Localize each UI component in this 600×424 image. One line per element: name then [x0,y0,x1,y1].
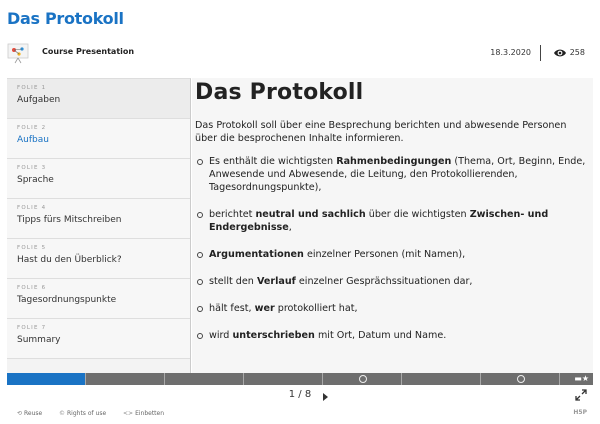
progress-segment[interactable] [559,373,560,385]
progress-segment[interactable] [401,373,402,385]
sidebar-item-sprache[interactable] [7,159,190,199]
bullet-icon [197,306,203,312]
sidebar-item-ueberblick[interactable] [7,239,190,279]
slide-number: FOLIE 6 [17,285,47,291]
footer-bar [7,408,593,422]
bullet-list [195,155,589,342]
progress-fill [7,373,86,385]
date-label: 18.3.2020 [490,48,531,57]
slide-title: Sprache [17,175,54,185]
reuse-button[interactable]: ⟲ Reuse [17,410,43,417]
list-item: Es enthält die wichtigsten Rahmenbedingungen (Thema, Ort, Beginn, Ende, Anwesende und Abwesende, die Leitung, den Protokollierenden, Tagesordnungspunkte), [195,155,589,194]
slide-title: Hast du den Überblick? [17,255,122,265]
slide-title: Summary [17,335,61,345]
list-item: hält fest, wer protokolliert hat, [195,302,589,315]
h5p-logo: H5P [573,409,587,416]
task-marker-icon [517,375,525,383]
progress-bar[interactable] [7,373,593,385]
presentation-icon [7,42,29,64]
slide-content [192,78,593,373]
list-item: berichtet neutral und sachlich über die wichtigsten Zwischen- und Endergebnisse, [195,208,589,234]
bullet-icon [197,159,203,165]
sidebar-item-tipps[interactable] [7,199,190,239]
page-title: Das Protokoll [7,9,124,28]
progress-segment[interactable] [243,373,244,385]
slide-number: FOLIE 3 [17,165,47,171]
course-presentation [7,78,593,406]
summary-star-icon[interactable]: ▬★ [574,374,589,383]
slide-number: FOLIE 4 [17,205,47,211]
slide-number: FOLIE 5 [17,245,47,251]
copyright-icon: © [59,410,65,417]
slide-heading: Das Protokoll [195,80,364,105]
rights-of-use-button[interactable]: © Rights of use [59,410,107,417]
progress-segment[interactable] [85,373,86,385]
list-item: Argumentationen einzelner Personen (mit Namen), [195,248,589,261]
slide-intro: Das Protokoll soll über eine Besprechung berichten und abwesende Personen über die besprochenen Inhalte informieren. [195,120,567,144]
sidebar-item-aufbau[interactable] [7,119,190,159]
bullet-icon [197,212,203,218]
progress-segment[interactable] [322,373,323,385]
task-marker-icon [359,375,367,383]
bullet-icon [197,252,203,258]
embed-button[interactable]: <> Einbetten [123,410,165,417]
code-icon: <> [123,410,134,417]
content-type-label: Course Presentation [42,47,135,56]
eye-icon [553,47,567,59]
divider [540,45,541,61]
slide-counter: 1 / 8 [288,389,312,400]
list-item: stellt den Verlauf einzelner Gesprächssituationen dar, [195,275,589,288]
bullet-icon [197,333,203,339]
navigation-bar [7,385,593,406]
fullscreen-icon[interactable] [575,389,587,401]
sidebar-item-aufgaben[interactable] [7,79,190,119]
content-meta [7,42,593,64]
progress-segment[interactable] [480,373,481,385]
slide-number: FOLIE 1 [17,85,47,91]
list-item: wird unterschrieben mit Ort, Datum und Name. [195,329,589,342]
view-count: 258 [569,48,585,57]
slide-title: Tagesordnungspunkte [17,295,117,305]
progress-segment[interactable] [164,373,165,385]
slide-list [7,78,191,373]
sidebar-item-summary[interactable] [7,319,190,359]
reuse-icon: ⟲ [17,410,23,417]
slide-title: Aufbau [17,135,49,145]
next-slide-button[interactable] [323,393,328,401]
slide-title: Aufgaben [17,95,61,105]
slide-number: FOLIE 7 [17,325,47,331]
slide-number: FOLIE 2 [17,125,47,131]
sidebar-item-tagesordnungspunkte[interactable] [7,279,190,319]
bullet-icon [197,279,203,285]
slide-title: Tipps fürs Mitschreiben [17,215,122,225]
